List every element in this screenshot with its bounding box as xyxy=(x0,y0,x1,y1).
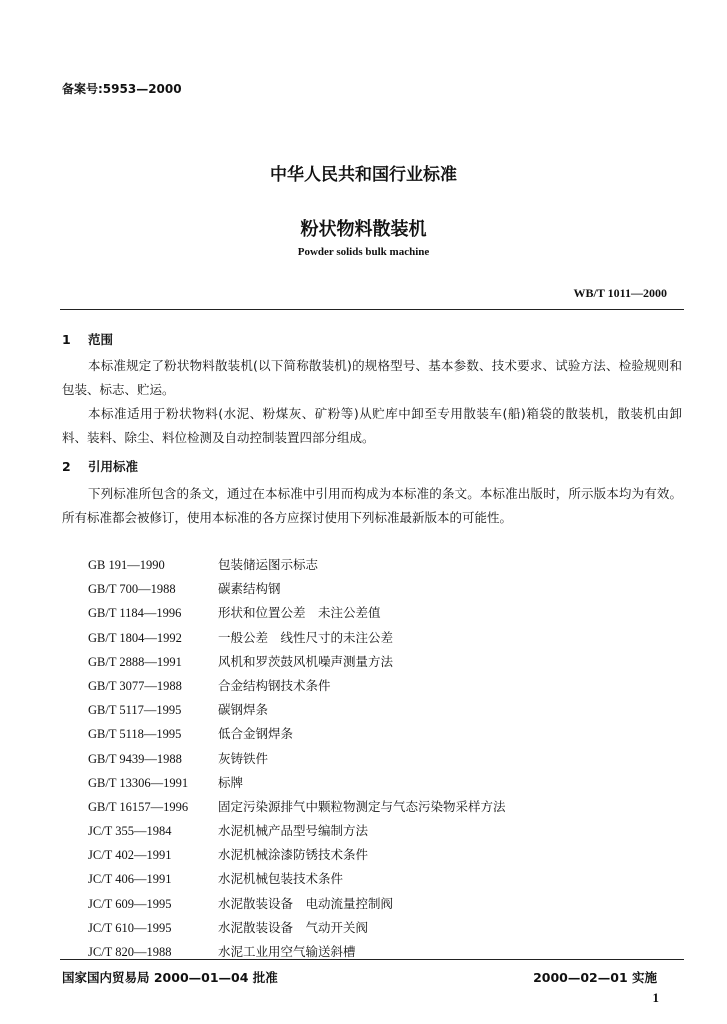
section-heading xyxy=(62,330,113,348)
reference-title: 一般公差 线性尺寸的未注公差 xyxy=(218,629,394,645)
reference-item xyxy=(88,626,506,650)
reference-code: JC/T 355—1984 xyxy=(88,824,172,839)
reference-item xyxy=(88,650,506,674)
reference-title: 灰铸铁件 xyxy=(218,750,269,766)
reference-item xyxy=(88,940,506,964)
reference-code: GB/T 2888—1991 xyxy=(88,654,182,669)
reference-code: GB/T 13306—1991 xyxy=(88,775,189,790)
paragraph: 本标准规定了粉状物料散装机(以下简称散装机)的规格型号、基本参数、技术要求、试验方法、检验规则和包装、标志、贮运。 xyxy=(62,358,682,397)
reference-title: 水泥机械涂漆防锈技术条件 xyxy=(218,847,369,863)
reference-title: 碳素结构钢 xyxy=(218,581,281,597)
paragraph: 本标准适用于粉状物料(水泥、粉煤灰、矿粉等)从贮库中卸至专用散装车(船)箱袋的散装机，散装机由卸料、装料、除尘、料位检测及自动控制装置四部分组成。 xyxy=(62,406,682,445)
implementation-date: 2000—02—01 实施 xyxy=(533,970,657,985)
header-rule xyxy=(60,309,684,310)
reference-item xyxy=(88,674,506,698)
reference-item xyxy=(88,577,506,601)
reference-item xyxy=(88,892,506,916)
reference-title: 形状和位置公差 未注公差值 xyxy=(218,605,381,621)
reference-item xyxy=(88,601,506,625)
reference-code: JC/T 406—1991 xyxy=(88,872,172,887)
page-number: 1 xyxy=(652,990,659,1005)
section-title: 引用标准 xyxy=(88,459,139,474)
reference-code: GB/T 700—1988 xyxy=(88,582,176,597)
reference-code: GB/T 1184—1996 xyxy=(88,606,182,621)
section-heading xyxy=(62,457,138,475)
title-chinese: 粉状物料散装机 xyxy=(300,219,427,240)
reference-title: 低合金钢焊条 xyxy=(218,726,294,742)
reference-item xyxy=(88,795,506,819)
reference-title: 水泥工业用空气输送斜槽 xyxy=(218,944,356,959)
reference-code: GB 191—1990 xyxy=(88,558,165,572)
reference-item xyxy=(88,867,506,891)
reference-title: 水泥散装设备 电动流量控制阀 xyxy=(218,895,394,911)
reference-title: 包装储运图示标志 xyxy=(218,557,319,572)
reference-code: GB/T 5117—1995 xyxy=(88,703,182,718)
standard-category: 中华人民共和国行业标准 xyxy=(270,165,457,185)
reference-item xyxy=(88,722,506,746)
reference-code: JC/T 820—1988 xyxy=(88,945,172,959)
record-number: 备案号:5953—2000 xyxy=(62,82,182,96)
reference-title: 固定污染源排气中颗粒物测定与气态污染物采样方法 xyxy=(218,798,506,814)
reference-title: 风机和罗茨鼓风机噪声测量方法 xyxy=(218,653,394,669)
reference-code: GB/T 1804—1992 xyxy=(88,630,182,645)
reference-item xyxy=(88,916,506,940)
reference-item xyxy=(88,843,506,867)
reference-item xyxy=(88,819,506,843)
reference-title: 合金结构钢技术条件 xyxy=(218,677,331,693)
reference-code: JC/T 609—1995 xyxy=(88,896,172,911)
reference-title: 水泥机械包装技术条件 xyxy=(218,871,344,887)
reference-item xyxy=(88,698,506,722)
reference-title: 碳钢焊条 xyxy=(218,702,269,718)
reference-item xyxy=(88,553,506,577)
reference-title: 水泥机械产品型号编制方法 xyxy=(218,823,369,839)
section-number: 1 xyxy=(62,332,71,347)
reference-code: JC/T 402—1991 xyxy=(88,848,172,863)
reference-item xyxy=(88,747,506,771)
reference-code: GB/T 5118—1995 xyxy=(88,727,182,742)
section-title: 范围 xyxy=(88,332,114,347)
paragraph: 下列标准所包含的条文，通过在本标准中引用而构成为本标准的条文。本标准出版时，所示版本均为有效。所有标准都会被修订，使用本标准的各方应探讨使用下列标准最新版本的可能性。 xyxy=(62,486,682,525)
title-english: Powder solids bulk machine xyxy=(297,246,430,258)
reference-title: 标牌 xyxy=(218,774,244,790)
standard-code: WB/T 1011—2000 xyxy=(573,286,667,300)
reference-code: GB/T 9439—1988 xyxy=(88,751,182,766)
section-number: 2 xyxy=(62,459,71,474)
reference-code: GB/T 3077—1988 xyxy=(88,678,182,693)
reference-code: JC/T 610—1995 xyxy=(88,920,172,935)
reference-item xyxy=(88,771,506,795)
reference-list xyxy=(88,553,506,964)
reference-code: GB/T 16157—1996 xyxy=(88,799,189,814)
reference-title: 水泥散装设备 气动开关阀 xyxy=(218,919,369,935)
approval-statement: 国家国内贸易局 2000—01—04 批准 xyxy=(62,970,278,985)
footer-rule xyxy=(60,959,684,960)
